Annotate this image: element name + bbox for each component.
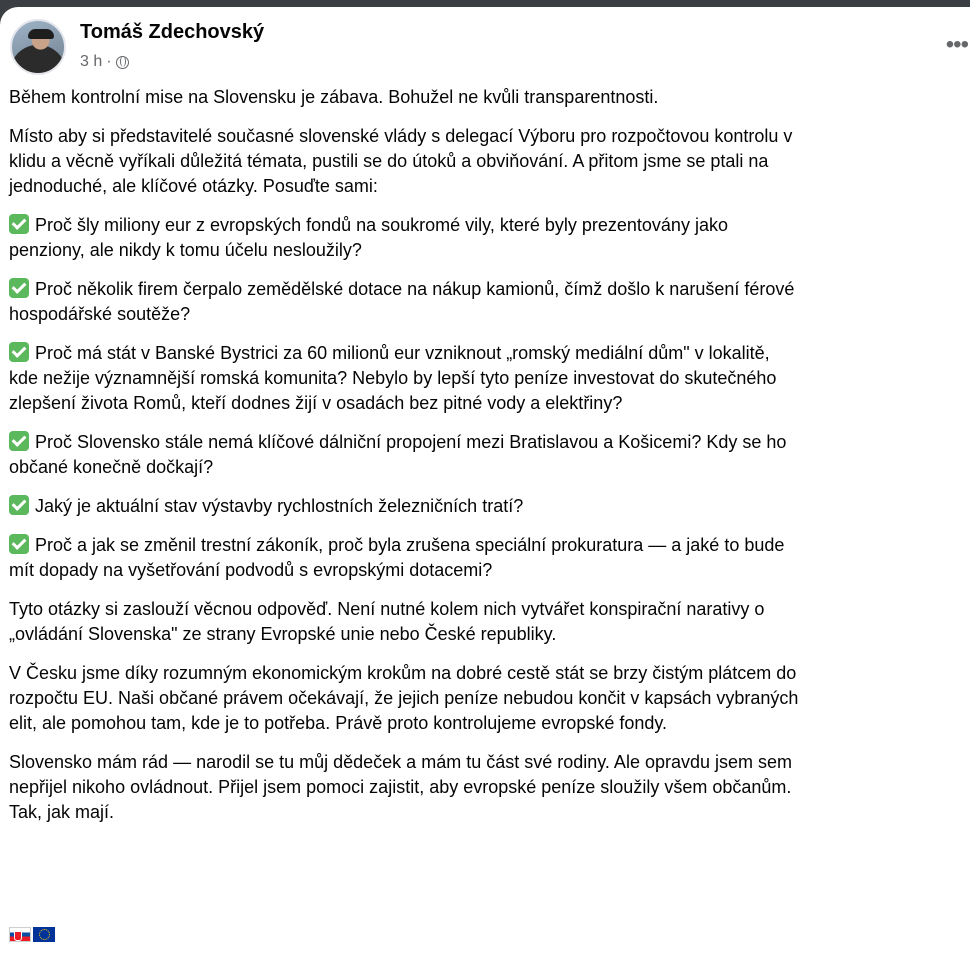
post-paragraph: V Česku jsme díky rozumným ekonomickým krokům na dobré cestě stát se brzy čistým plátcem do rozpočtu EU. Naši občané právem očekávají, že jejich peníze nebudou končit v kapsách vybraných elit, ale pomohou tam, kde je to potřeba. Právě proto kontrolujeme evropské fondy. <box>9 663 799 733</box>
question-item <box>9 277 970 327</box>
post-paragraph: Tyto otázky si zaslouží věcnou odpověď. Není nutné kolem nich vytvářet konspirační narativy o „ovládání Slovenska" ze strany Evropské unie nebo České republiky. <box>9 599 765 644</box>
post-card <box>0 7 970 967</box>
question-text: Proč několik firem čerpalo zemědělské dotace na nákup kamionů, čímž došlo k narušení férové hospodářské soutěže? <box>9 279 795 324</box>
globe-icon[interactable] <box>116 56 129 69</box>
slovakia-flag-icon <box>9 927 31 942</box>
more-icon[interactable]: ••• <box>945 31 968 58</box>
flags-emoji <box>9 927 55 942</box>
post-meta <box>80 53 129 71</box>
check-icon <box>9 495 29 515</box>
question-item <box>9 430 970 480</box>
question-text: Jaký je aktuální stav výstavby rychlostních železničních tratí? <box>35 496 524 516</box>
check-icon <box>9 534 29 554</box>
question-text: Proč má stát v Banské Bystrici za 60 milionů eur vzniknout „romský mediální dům" v lokalitě, kde nežije významnější romská komunita? Nebylo by lepší tyto peníze investovat do skutečného zlepšení života Romů, kteří dodnes žijí v osadách bez pitné vody a elektřiny? <box>9 343 777 413</box>
author-name[interactable]: Tomáš Zdechovský <box>80 21 265 43</box>
meta-separator: · <box>106 53 112 70</box>
question-text: Proč šly miliony eur z evropských fondů na soukromé vily, které byly prezentovány jako penziony, ale nikdy k tomu účelu nesloužily? <box>9 215 728 260</box>
question-text: Proč a jak se změnil trestní zákoník, proč byla zrušena speciální prokuratura — a jaké to bude mít dopady na vyšetřování podvodů s evropskými dotacemi? <box>9 535 785 580</box>
post-paragraph: Slovensko mám rád — narodil se tu můj dědeček a mám tu část své rodiny. Ale opravdu jsem sem nepřijel nikoho ovládnout. Přijel jsem pomoci zajistit, aby evropské peníze sloužily všem občanům. Tak, jak mají. <box>9 752 793 822</box>
eu-flag-icon <box>33 927 55 942</box>
check-icon <box>9 342 29 362</box>
question-item <box>9 213 970 263</box>
post-paragraph: Místo aby si představitelé současné slovenské vlády s delegací Výboru pro rozpočtovou kontrolu v klidu a věcně vyříkali důležitá témata, pustili se do útoků a obviňování. A přitom jsme se ptali na jednoduché, ale klíčové otázky. Posuďte sami: <box>9 126 793 196</box>
post-body <box>9 85 970 839</box>
post-time[interactable]: 3 h <box>80 53 103 70</box>
check-icon <box>9 214 29 234</box>
question-item <box>9 533 970 583</box>
check-icon <box>9 278 29 298</box>
check-icon <box>9 431 29 451</box>
author-avatar[interactable] <box>10 19 66 75</box>
post-header <box>10 15 970 79</box>
post-paragraph: Během kontrolní mise na Slovensku je zábava. Bohužel ne kvůli transparentnosti. <box>9 87 659 107</box>
question-text: Proč Slovensko stále nemá klíčové dálniční propojení mezi Bratislavou a Košicemi? Kdy se ho občané konečně dočkají? <box>9 432 787 477</box>
question-item <box>9 494 970 519</box>
question-item <box>9 341 970 416</box>
